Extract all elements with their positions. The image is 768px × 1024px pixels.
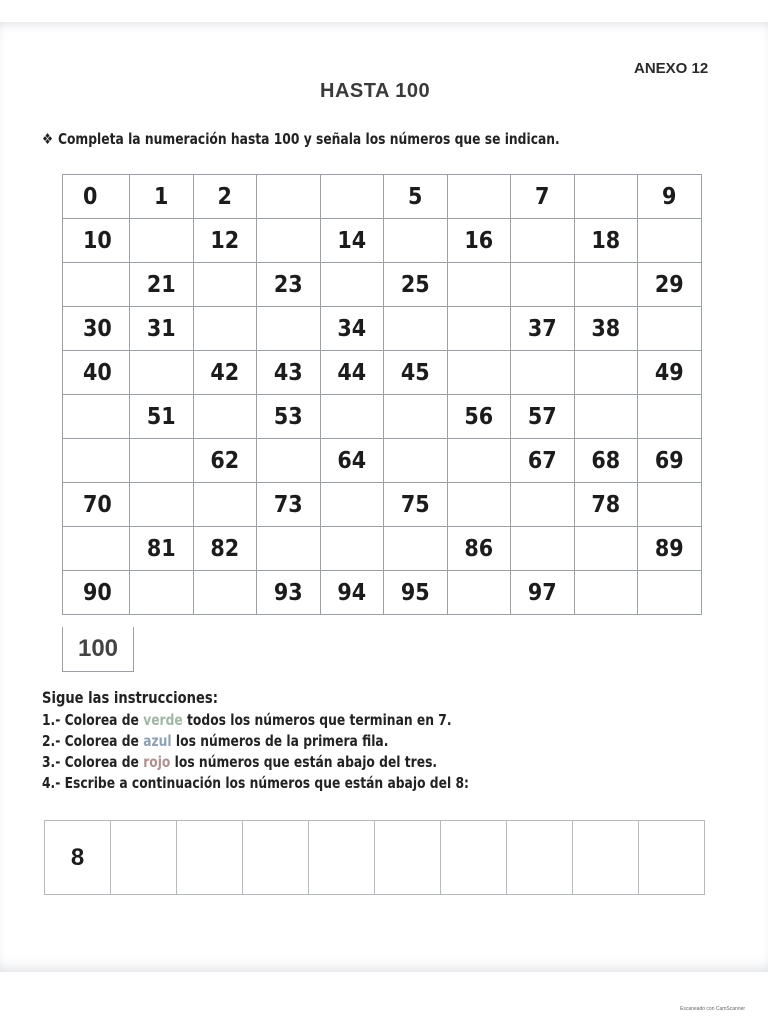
grid-cell[interactable]: 31	[130, 307, 194, 351]
grid-cell[interactable]	[63, 395, 130, 439]
grid-row	[63, 219, 702, 263]
grid-cell[interactable]: 69	[638, 439, 702, 483]
grid-cell[interactable]: 10	[63, 219, 130, 263]
instruction-step-3: 3.- Colorea de rojo los números que están abajo del tres.	[42, 753, 438, 771]
grid-cell[interactable]	[130, 219, 194, 263]
grid-row	[63, 395, 702, 439]
grid-cell[interactable]: 94	[320, 571, 384, 615]
grid-cell[interactable]: 9	[638, 175, 702, 219]
grid-cell[interactable]: 45	[384, 351, 448, 395]
diamond-bullet-icon: ❖	[42, 130, 54, 148]
answer-cell[interactable]: 8	[45, 821, 111, 895]
grid-row	[63, 483, 702, 527]
grid-cell[interactable]: 81	[130, 527, 194, 571]
grid-cell[interactable]: 30	[63, 307, 130, 351]
grid-cell[interactable]	[257, 219, 321, 263]
grid-cell[interactable]	[320, 395, 384, 439]
grid-cell[interactable]	[574, 175, 638, 219]
grid-row	[63, 527, 702, 571]
answer-cell[interactable]	[639, 821, 705, 895]
grid-cell[interactable]	[511, 527, 575, 571]
grid-cell[interactable]	[447, 175, 511, 219]
grid-cell[interactable]: 78	[574, 483, 638, 527]
grid-cell[interactable]: 38	[574, 307, 638, 351]
grid-cell[interactable]	[384, 395, 448, 439]
grid-row	[63, 351, 702, 395]
grid-cell[interactable]	[193, 307, 257, 351]
instructions-list	[42, 688, 469, 794]
grid-cell[interactable]: 0	[63, 175, 130, 219]
answer-cell[interactable]	[309, 821, 375, 895]
grid-row	[63, 439, 702, 483]
grid-cell[interactable]	[638, 483, 702, 527]
instruction-step-2: 2.- Colorea de azul los números de la primera fila.	[42, 732, 389, 750]
grid-cell[interactable]	[63, 527, 130, 571]
grid-cell[interactable]	[130, 351, 194, 395]
grid-cell[interactable]	[574, 351, 638, 395]
grid-row	[63, 263, 702, 307]
grid-cell[interactable]: 42	[193, 351, 257, 395]
grid-cell[interactable]	[384, 439, 448, 483]
grid-cell[interactable]: 21	[130, 263, 194, 307]
grid-cell[interactable]	[130, 439, 194, 483]
grid-cell[interactable]	[257, 307, 321, 351]
grid-cell[interactable]	[638, 571, 702, 615]
grid-cell[interactable]	[511, 219, 575, 263]
grid-cell[interactable]: 93	[257, 571, 321, 615]
grid-cell[interactable]	[574, 527, 638, 571]
grid-cell[interactable]	[384, 307, 448, 351]
grid-cell[interactable]: 34	[320, 307, 384, 351]
grid-cell[interactable]: 73	[257, 483, 321, 527]
answer-row	[44, 820, 705, 895]
grid-cell[interactable]: 86	[447, 527, 511, 571]
grid-cell[interactable]	[320, 263, 384, 307]
grid-cell[interactable]	[63, 263, 130, 307]
grid-cell[interactable]	[511, 483, 575, 527]
color-word-blue: azul	[143, 732, 172, 750]
grid-cell[interactable]	[447, 439, 511, 483]
grid-cell[interactable]: 23	[257, 263, 321, 307]
grid-cell[interactable]	[447, 351, 511, 395]
grid-cell[interactable]: 95	[384, 571, 448, 615]
grid-cell[interactable]: 90	[63, 571, 130, 615]
answer-cell[interactable]	[573, 821, 639, 895]
grid-cell[interactable]	[638, 395, 702, 439]
grid-cell[interactable]: 64	[320, 439, 384, 483]
grid-cell[interactable]: 37	[511, 307, 575, 351]
grid-cell[interactable]: 62	[193, 439, 257, 483]
grid-cell[interactable]: 89	[638, 527, 702, 571]
grid-cell[interactable]: 70	[63, 483, 130, 527]
number-grid	[62, 174, 702, 615]
grid-cell[interactable]: 18	[574, 219, 638, 263]
grid-cell[interactable]: 2	[193, 175, 257, 219]
grid-cell[interactable]: 53	[257, 395, 321, 439]
grid-cell[interactable]	[63, 439, 130, 483]
grid-cell[interactable]	[511, 351, 575, 395]
grid-cell[interactable]	[130, 483, 194, 527]
grid-cell[interactable]	[193, 395, 257, 439]
grid-row	[63, 571, 702, 615]
grid-cell[interactable]	[511, 263, 575, 307]
grid-cell[interactable]: 25	[384, 263, 448, 307]
grid-cell[interactable]: 82	[193, 527, 257, 571]
answer-cell[interactable]	[177, 821, 243, 895]
grid-cell[interactable]: 5	[384, 175, 448, 219]
grid-cell[interactable]	[447, 263, 511, 307]
answer-cell[interactable]	[441, 821, 507, 895]
grid-cell[interactable]: 57	[511, 395, 575, 439]
grid-cell[interactable]	[574, 263, 638, 307]
grid-cell[interactable]: 97	[511, 571, 575, 615]
grid-cell[interactable]	[384, 219, 448, 263]
instructions-heading: Sigue las instrucciones:	[42, 688, 218, 707]
instruction-step-1: 1.- Colorea de verde todos los números que terminan en 7.	[42, 711, 452, 729]
grid-cell[interactable]	[574, 395, 638, 439]
grid-cell-100: 100	[62, 627, 134, 672]
page-title: HASTA 100	[320, 80, 431, 102]
scanner-watermark: Escaneado con CamScanner	[680, 1006, 746, 1012]
grid-cell[interactable]	[320, 483, 384, 527]
grid-cell[interactable]	[193, 571, 257, 615]
grid-cell[interactable]: 51	[130, 395, 194, 439]
grid-cell[interactable]: 68	[574, 439, 638, 483]
grid-cell[interactable]	[320, 175, 384, 219]
color-word-green: verde	[143, 711, 183, 729]
annex-label: ANEXO 12	[634, 60, 709, 77]
instruction-text: Completa la numeración hasta 100 y señala los números que se indican.	[57, 130, 560, 148]
grid-cell[interactable]	[193, 263, 257, 307]
grid-cell[interactable]: 67	[511, 439, 575, 483]
grid-cell[interactable]	[574, 571, 638, 615]
answer-cell[interactable]	[507, 821, 573, 895]
grid-cell[interactable]: 12	[193, 219, 257, 263]
grid-cell[interactable]	[638, 219, 702, 263]
grid-cell[interactable]: 44	[320, 351, 384, 395]
color-word-red: rojo	[143, 753, 171, 771]
grid-cell[interactable]: 49	[638, 351, 702, 395]
grid-cell[interactable]	[447, 483, 511, 527]
answer-cell[interactable]	[375, 821, 441, 895]
grid-cell[interactable]	[638, 307, 702, 351]
grid-cell[interactable]: 29	[638, 263, 702, 307]
grid-cell[interactable]: 7	[511, 175, 575, 219]
grid-row	[63, 307, 702, 351]
grid-cell[interactable]: 75	[384, 483, 448, 527]
answer-cell[interactable]	[111, 821, 177, 895]
grid-cell[interactable]: 16	[447, 219, 511, 263]
answer-cell[interactable]	[243, 821, 309, 895]
grid-cell[interactable]	[320, 527, 384, 571]
grid-cell[interactable]	[257, 439, 321, 483]
grid-cell[interactable]	[384, 527, 448, 571]
grid-row	[63, 175, 702, 219]
grid-cell[interactable]	[447, 307, 511, 351]
grid-cell[interactable]	[447, 571, 511, 615]
grid-cell[interactable]: 1	[130, 175, 194, 219]
grid-cell[interactable]	[257, 175, 321, 219]
main-instruction	[42, 130, 560, 148]
instruction-step-4: 4.- Escribe a continuación los números que están abajo del 8:	[42, 774, 469, 792]
grid-cell[interactable]: 14	[320, 219, 384, 263]
grid-cell[interactable]	[130, 571, 194, 615]
grid-cell[interactable]	[193, 483, 257, 527]
grid-cell[interactable]: 43	[257, 351, 321, 395]
grid-cell[interactable]: 56	[447, 395, 511, 439]
grid-cell[interactable]: 40	[63, 351, 130, 395]
grid-cell[interactable]	[257, 527, 321, 571]
